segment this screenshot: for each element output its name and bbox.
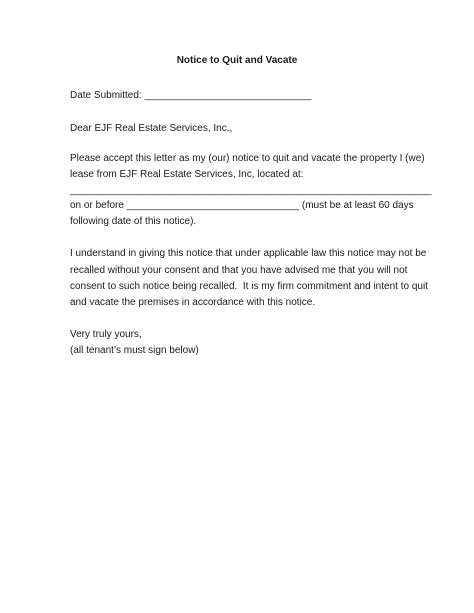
salutation: Dear EJF Real Estate Services, Inc.,: [70, 123, 233, 134]
vacate-date-line: on or before _______________________________ (must be at least 60 days: [70, 200, 414, 211]
paragraph2-line3: consent to such notice being recalled. It is my firm commitment and intent to quit: [70, 281, 428, 292]
date-submitted-line: Date Submitted: ______________________________: [70, 90, 312, 101]
paragraph1-line5: following date of this notice).: [70, 216, 197, 227]
paragraph2-line2: recalled without your consent and that you have advised me that you will not: [70, 265, 408, 276]
paragraph2-line4: and vacate the premises in accordance with this notice.: [70, 297, 316, 308]
property-address-line: _________________________________________________________________: [70, 185, 432, 196]
paragraph1-line1: Please accept this letter as my (our) notice to quit and vacate the property I (we): [70, 153, 425, 164]
paragraph2-line1: I understand in giving this notice that under applicable law this notice may not be: [70, 248, 427, 259]
document-title: Notice to Quit and Vacate: [176, 55, 298, 66]
closing: Very truly yours,: [70, 329, 142, 340]
signature-note: (all tenant’s must sign below): [70, 345, 199, 356]
paragraph1-line2: lease from EJF Real Estate Services, Inc, located at:: [70, 169, 304, 180]
